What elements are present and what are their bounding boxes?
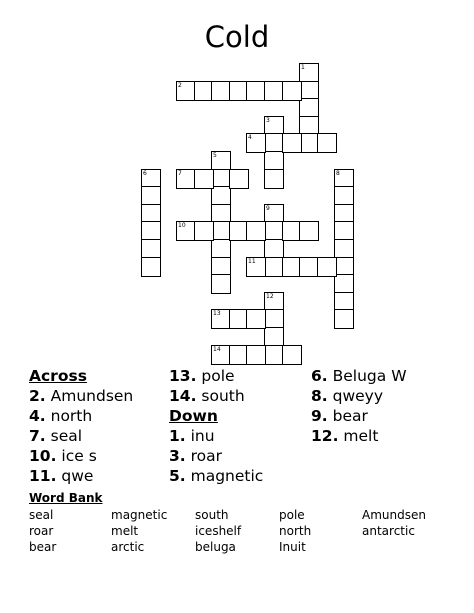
word-bank-item: seal: [29, 508, 54, 522]
grid-cell[interactable]: [317, 133, 337, 153]
grid-cell[interactable]: [299, 257, 319, 277]
clue-down-3: 3. roar: [169, 447, 223, 465]
puzzle-title: Cold: [204, 20, 270, 54]
grid-cell[interactable]: [246, 81, 266, 101]
grid-cell[interactable]: [211, 186, 231, 206]
grid-cell[interactable]: [176, 81, 196, 101]
clue-across-13: 13. pole: [169, 367, 235, 385]
clue-number: 14: [213, 346, 221, 353]
clue-across-14: 14. south: [169, 387, 245, 405]
grid-cell[interactable]: [176, 221, 196, 241]
clue-number: 3: [266, 117, 270, 124]
clues-column-1: [29, 366, 133, 486]
clue-across-4: 4. north: [29, 407, 93, 425]
grid-cell[interactable]: [141, 186, 161, 206]
grid-cell[interactable]: [264, 345, 284, 365]
grid-cell[interactable]: [176, 169, 196, 189]
clue-number: 2: [178, 82, 182, 89]
clue-number: 6: [143, 170, 147, 177]
grid-cell[interactable]: [282, 345, 302, 365]
grid-cell[interactable]: [194, 169, 214, 189]
grid-cell[interactable]: [334, 186, 354, 206]
grid-cell[interactable]: [246, 133, 266, 153]
word-bank-item: magnetic: [111, 508, 168, 522]
grid-cell[interactable]: [264, 221, 284, 241]
grid-cell[interactable]: [229, 169, 249, 189]
clue-across-7: 7. seal: [29, 427, 83, 445]
clue-across-2: 2. Amundsen: [29, 387, 134, 405]
grid-cell[interactable]: [211, 309, 231, 329]
word-bank-item: pole: [279, 508, 305, 522]
grid-cell[interactable]: [264, 169, 284, 189]
clue-number: 8: [336, 170, 340, 177]
grid-cell[interactable]: [211, 221, 231, 241]
grid-cell[interactable]: [334, 221, 354, 241]
grid-cell[interactable]: [246, 345, 266, 365]
clue-number: 13: [213, 310, 221, 317]
word-bank-item: bear: [29, 540, 57, 554]
grid-cell[interactable]: [246, 221, 266, 241]
clue-across-11: 11. qwe: [29, 467, 94, 485]
grid-cell[interactable]: [299, 221, 319, 241]
grid-cell[interactable]: [211, 239, 231, 259]
clue-number: 11: [248, 258, 256, 265]
grid-cell[interactable]: [264, 239, 284, 259]
grid-cell[interactable]: [211, 274, 231, 294]
grid-cell[interactable]: [299, 133, 319, 153]
word-bank-title: Word Bank: [29, 491, 103, 505]
clue-down-9: 9. bear: [311, 407, 368, 425]
grid-cell[interactable]: [194, 221, 214, 241]
word-bank-item: north: [279, 524, 312, 538]
across-header: Across: [29, 367, 87, 385]
grid-cell[interactable]: [141, 257, 161, 277]
clues-column-3: [311, 366, 407, 446]
word-bank-item: antarctic: [362, 524, 415, 538]
grid-cell[interactable]: [264, 327, 284, 347]
grid-cell[interactable]: [211, 345, 231, 365]
grid-cell[interactable]: [264, 309, 284, 329]
word-bank-item: roar: [29, 524, 54, 538]
clue-number: 7: [178, 170, 182, 177]
grid-cell[interactable]: [264, 133, 284, 153]
grid-cell[interactable]: [334, 309, 354, 329]
grid-cell[interactable]: [211, 81, 231, 101]
grid-cell[interactable]: [317, 257, 337, 277]
word-bank-item: Inuit: [279, 540, 306, 554]
clue-down-12: 12. melt: [311, 427, 379, 445]
word-bank-item: arctic: [111, 540, 145, 554]
grid-cell[interactable]: [334, 274, 354, 294]
word-bank-item: beluga: [195, 540, 236, 554]
word-bank-item: melt: [111, 524, 139, 538]
grid-cell[interactable]: [211, 151, 231, 171]
clue-number: 5: [213, 152, 217, 159]
clue-number: 10: [178, 222, 186, 229]
grid-cell[interactable]: [141, 239, 161, 259]
grid-cell[interactable]: [282, 133, 302, 153]
grid-cell[interactable]: [246, 257, 266, 277]
grid-cell[interactable]: [246, 309, 266, 329]
clue-number: 9: [266, 205, 270, 212]
down-header: Down: [169, 407, 218, 425]
clue-down-8: 8. qweyy: [311, 387, 384, 405]
clue-down-1: 1. inu: [169, 427, 215, 445]
grid-cell[interactable]: [264, 81, 284, 101]
clue-number: 4: [248, 134, 252, 141]
grid-cell[interactable]: [264, 151, 284, 171]
clue-across-10: 10. ice s: [29, 447, 97, 465]
word-bank-item: Amundsen: [362, 508, 426, 522]
grid-cell[interactable]: [264, 257, 284, 277]
clue-number: 1: [301, 64, 305, 71]
clues-column-2: [169, 366, 263, 486]
grid-cell[interactable]: [299, 63, 319, 83]
clue-down-6: 6. Beluga W: [311, 367, 407, 385]
grid-cell[interactable]: [282, 81, 302, 101]
clue-number: 12: [266, 293, 274, 300]
grid-cell[interactable]: [334, 239, 354, 259]
clue-down-5: 5. magnetic: [169, 467, 264, 485]
word-bank-item: iceshelf: [195, 524, 242, 538]
grid-cell[interactable]: [141, 221, 161, 241]
grid-cell[interactable]: [299, 98, 319, 118]
word-bank-item: south: [195, 508, 229, 522]
